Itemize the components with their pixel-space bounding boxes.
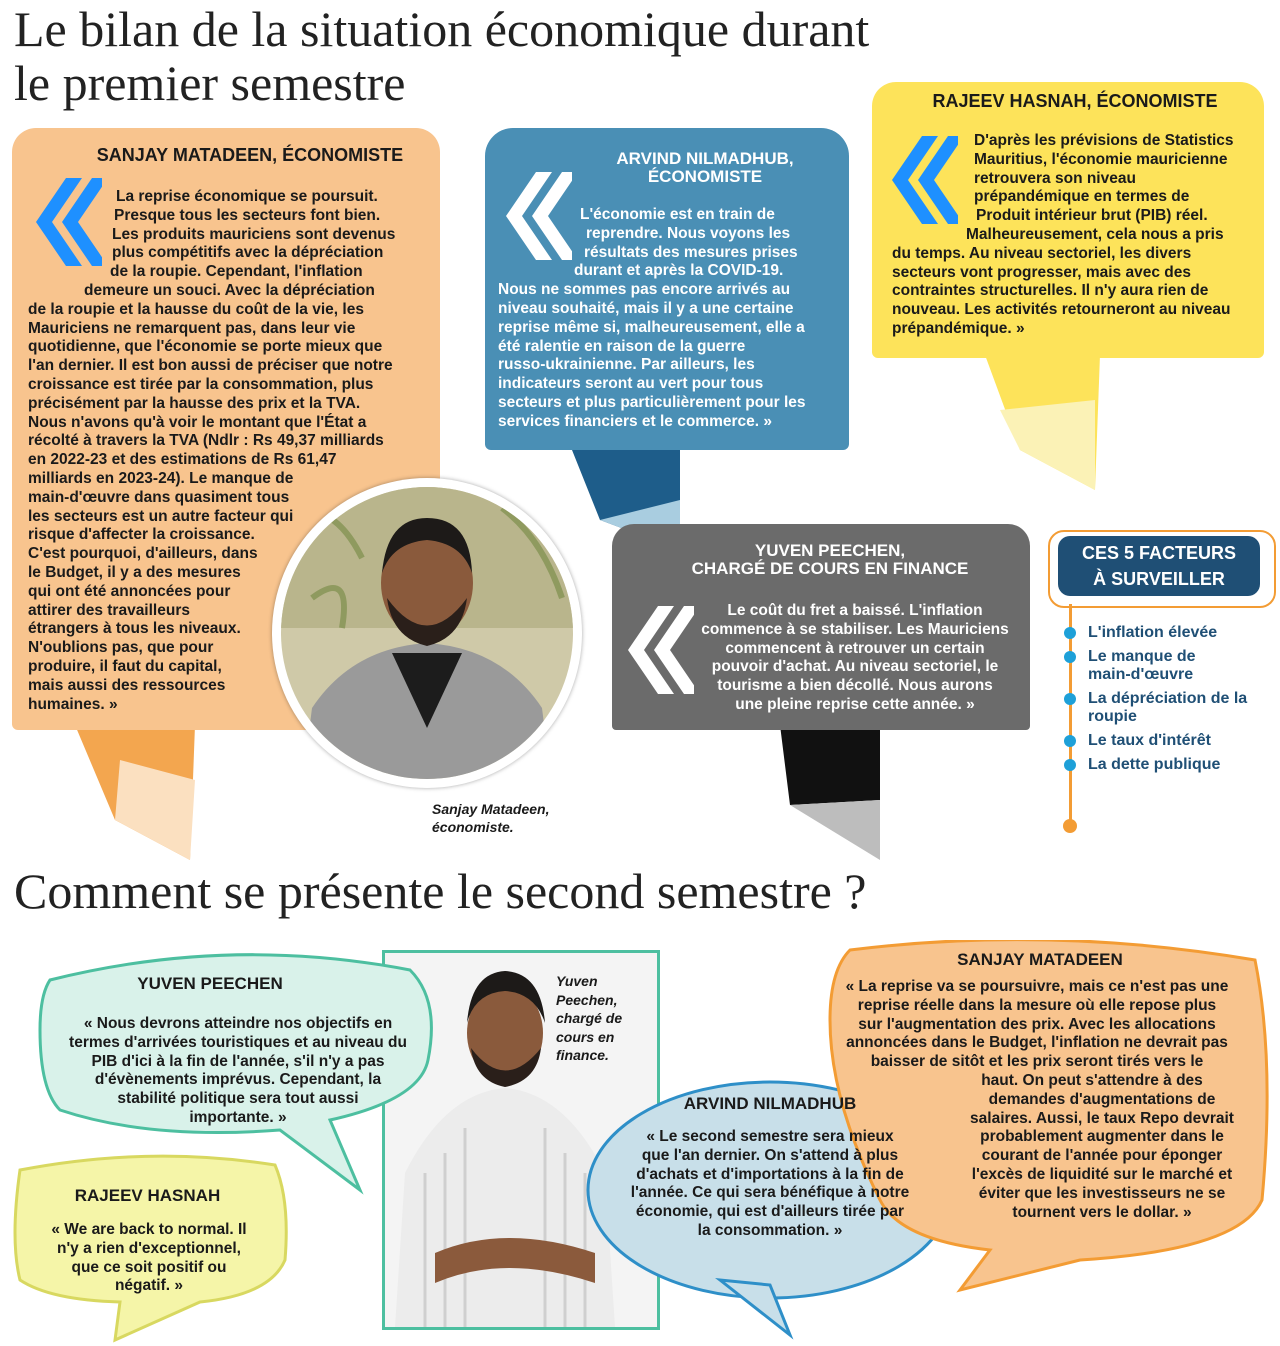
factor-item: [1060, 648, 1275, 684]
text-line: « We are back to normal. Il: [51, 1221, 247, 1238]
text-line: baisser de sitôt et les prix seront tirés vers le: [870, 1053, 1204, 1071]
caption-sanjay: [432, 800, 582, 836]
text-line: courant de l'année pour éponger: [981, 1147, 1223, 1165]
text-line: reprendre. Nous voyons les: [586, 224, 791, 242]
text-line: probablement augmenter dans le: [980, 1128, 1224, 1146]
factor-line: La dépréciation de la: [1088, 690, 1248, 707]
text-line: russo-ukrainienne. Par ailleurs, les: [498, 356, 755, 374]
text-line: une pleine reprise cette année. »: [735, 695, 975, 713]
text-line: d'achats et d'importations à la fin de: [636, 1165, 904, 1183]
factor-line: L'inflation élevée: [1088, 624, 1218, 641]
factor-line: main-d'œuvre: [1088, 666, 1194, 683]
text-line: commencent à retrouver un certain: [725, 639, 985, 657]
portrait-sanjay: [272, 478, 582, 788]
text-line: quotidienne, que l'économie se porte mieux que: [28, 338, 383, 356]
text-line: « Le second semestre sera mieux: [646, 1128, 894, 1145]
text-line: stabilité politique sera tout aussi: [117, 1090, 359, 1108]
text-line: l'année. Ce qui sera bénéfique à notre: [630, 1184, 910, 1202]
text-line: plus compétitifs avec la dépréciation: [112, 244, 384, 262]
text-line: annoncées dans le Budget, l'inflation ne devrait pas: [846, 1034, 1228, 1052]
speaker-name: RAJEEV HASNAH, ÉCONOMISTE: [932, 91, 1218, 111]
bullet-dot-icon: [1064, 759, 1076, 771]
timeline-end-dot: [1063, 819, 1077, 833]
text-line: reprise même si, malheureusement, elle a: [498, 318, 805, 336]
text-line: que l'an dernier. On s'attend à plus: [641, 1146, 899, 1164]
text-line: « La reprise va se poursuivre, mais ce n'est pas une: [845, 978, 1229, 995]
factor-item: [1060, 624, 1275, 642]
text-line: éviter que les investisseurs ne se: [978, 1184, 1226, 1202]
factor-line: Le taux d'intérêt: [1088, 732, 1211, 749]
quote-yuven-1: [690, 602, 1020, 715]
speaker-name: SANJAY MATADEEN, ÉCONOMISTE: [96, 145, 404, 165]
speaker-name: [555, 150, 855, 186]
factor-item: [1060, 732, 1275, 750]
text-line: n'y a rien d'exceptionnel,: [57, 1239, 241, 1257]
text-line: précisément par la hausse des prix et la TVA.: [28, 394, 361, 412]
text-line: économie, qui est d'ailleurs tirée par: [635, 1203, 905, 1221]
text-line: étrangers à tous les niveaux.: [28, 620, 241, 638]
text-line: N'oublions pas, que pour: [28, 639, 214, 657]
speaker-name: SANJAY MATADEEN: [957, 950, 1123, 969]
text-line: Les produits mauriciens sont devenus: [112, 225, 396, 243]
text-line: le Budget, il y a des mesures: [28, 563, 241, 581]
text-line: main-d'œuvre dans quasiment tous: [28, 488, 290, 506]
caption-line: Yuven: [556, 973, 598, 989]
text-line: l'an dernier. Il est bon aussi de préciser que notre: [28, 357, 393, 375]
text-line: demandes d'augmentations de: [988, 1090, 1216, 1108]
text-line: importante. »: [189, 1108, 287, 1126]
text-line: secteurs vont progresser, mais avec des: [892, 263, 1191, 281]
text-line: reprise réelle dans la mesure où elle repose plus: [857, 996, 1217, 1014]
factors-title: [1058, 536, 1260, 596]
quote-yuven-2: [48, 1015, 428, 1128]
text-line: salaires. Aussi, le taux Repo devrait: [970, 1109, 1234, 1127]
quote-rajeev-1: [892, 132, 1260, 339]
text-line: en 2022-23 et des estimations de Rs 61,47: [28, 451, 337, 469]
text-line: termes d'arrivées touristiques et au niveau du: [69, 1033, 407, 1051]
text-line: services financiers et le commerce. »: [498, 412, 772, 430]
portrait-sanjay-image: [272, 478, 582, 788]
text-line: indicateurs seront au vert pour tous: [498, 375, 764, 393]
text-line: de la roupie. Cependant, l'inflation: [110, 263, 363, 281]
caption-line: chargé de: [556, 1010, 623, 1026]
factor-line: La dette publique: [1088, 756, 1221, 773]
text-line: contraintes structurelles. Il n'y aura rien de: [892, 282, 1209, 300]
text-line: prépandémique. »: [892, 319, 1025, 337]
text-line: tournent vers le dollar. »: [1012, 1203, 1192, 1221]
headline-1-line: le premier semestre: [14, 55, 406, 111]
text-line: qui ont été annoncées pour: [28, 582, 231, 600]
bullet-dot-icon: [1064, 735, 1076, 747]
text-line: « Nous devrons atteindre nos objectifs en: [83, 1015, 393, 1032]
quote-rajeev-2: [24, 1221, 274, 1296]
text-line: humaines. »: [28, 695, 118, 713]
quote-chevron-icon: [622, 606, 694, 696]
factors-title-line: À SURVEILLER: [1093, 569, 1225, 589]
quote-sanjay-2: [832, 978, 1242, 1222]
text-line: niveau souhaité, mais il y a une certaine: [498, 299, 794, 317]
text-line: que ce soit positif ou: [71, 1258, 227, 1276]
text-line: la consommation. »: [697, 1221, 843, 1239]
text-line: PIB d'ici à la fin de l'année, s'il n'y a pas: [91, 1052, 385, 1070]
caption-line: cours en: [556, 1028, 615, 1045]
text-line: La reprise économique se poursuit.: [116, 188, 378, 205]
factors-list: [1060, 624, 1275, 780]
text-line: Presque tous les secteurs font bien.: [114, 206, 381, 224]
bullet-dot-icon: [1064, 693, 1076, 705]
speaker-line: CHARGÉ DE COURS EN FINANCE: [691, 559, 969, 578]
text-line: C'est pourquoi, d'ailleurs, dans: [28, 545, 258, 563]
text-line: du temps. Au niveau sectoriel, les divers: [892, 244, 1192, 262]
text-line: négatif. »: [114, 1277, 184, 1295]
text-line: produire, il faut du capital,: [28, 657, 222, 675]
factor-line: Le manque de: [1088, 648, 1196, 665]
text-line: l'excès de liquidité sur le marché et: [971, 1165, 1233, 1183]
speaker-name: ARVIND NILMADHUB: [683, 1094, 857, 1113]
factor-item: [1060, 690, 1275, 726]
text-line: demeure un souci. Avec la dépréciation: [84, 281, 375, 299]
text-line: Mauritius, l'économie mauricienne: [974, 150, 1228, 168]
bullet-dot-icon: [1064, 627, 1076, 639]
text-line: commence à se stabiliser. Les Mauriciens: [701, 620, 1009, 638]
text-line: Nous n'avons qu'à voir le montant que l'État a: [28, 413, 367, 431]
text-line: D'après les prévisions de Statistics: [974, 132, 1234, 149]
text-line: secteurs et plus particulièrement pour les: [498, 393, 806, 411]
text-line: Nous ne sommes pas encore arrivés au: [498, 281, 791, 299]
text-line: tourisme a bien décollé. Nous aurons: [717, 677, 993, 695]
text-line: milliards en 2023-24). Le manque de: [28, 469, 294, 487]
text-line: pouvoir d'achat. Au niveau sectoriel, le: [711, 658, 999, 676]
text-line: Produit intérieur brut (PIB) réel.: [976, 207, 1208, 225]
speaker-name: [640, 542, 1020, 578]
text-line: attirer des travailleurs: [28, 601, 190, 619]
text-line: nouveau. Les activités retourneront au niveau: [892, 301, 1231, 319]
text-line: retrouvera son niveau: [974, 169, 1136, 187]
text-line: haut. On peut s'attendre à des: [981, 1071, 1203, 1089]
headline-1-line: Le bilan de la situation économique durant: [14, 1, 870, 57]
caption-line: Sanjay Matadeen,: [432, 801, 550, 817]
caption-line: finance.: [556, 1047, 609, 1063]
text-line: L'économie est en train de: [580, 206, 775, 223]
factors-title-line: CES 5 FACTEURS: [1081, 543, 1237, 563]
quote-arvind-1: [498, 206, 843, 432]
text-line: Le coût du fret a baissé. L'inflation: [727, 602, 983, 619]
text-line: les secteurs est un autre facteur qui: [28, 507, 294, 525]
text-line: croissance est tirée par la consommation, plus: [28, 375, 374, 393]
speaker-line: ÉCONOMISTE: [647, 167, 763, 186]
text-line: durant et après la COVID-19.: [574, 262, 784, 280]
text-line: sur l'augmentation des prix. Avec les allocations: [858, 1015, 1216, 1033]
speaker-name: YUVEN PEECHEN: [137, 974, 283, 993]
text-line: Malheureusement, cela nous a pris: [966, 225, 1224, 243]
text-line: été ralentie en raison de la guerre: [498, 337, 746, 355]
caption-line: Peechen,: [556, 991, 618, 1008]
headline-2: Comment se présente le second semestre ?: [14, 863, 867, 919]
text-line: mais aussi des ressources: [28, 676, 226, 694]
text-line: résultats des mesures prises: [584, 243, 798, 261]
factor-item: [1060, 756, 1275, 774]
caption-line: économiste.: [432, 819, 514, 835]
text-line: récolté à travers la TVA (Ndlr : Rs 49,37 milliards: [28, 432, 384, 450]
speaker-line: YUVEN PEECHEN,: [754, 541, 906, 560]
text-line: de la roupie et la hausse du coût de la vie, les: [28, 300, 364, 318]
text-line: d'évènements imprévus. Cependant, la: [94, 1071, 382, 1089]
speaker-line: ARVIND NILMADHUB,: [616, 149, 794, 168]
bullet-dot-icon: [1064, 651, 1076, 663]
speaker-name: RAJEEV HASNAH: [74, 1186, 221, 1205]
text-line: risque d'affecter la croissance.: [28, 526, 255, 544]
text-line: prépandémique en termes de: [974, 188, 1190, 206]
text-line: Mauriciens ne remarquent pas, dans leur vie: [28, 319, 356, 337]
factor-line: roupie: [1088, 708, 1137, 725]
